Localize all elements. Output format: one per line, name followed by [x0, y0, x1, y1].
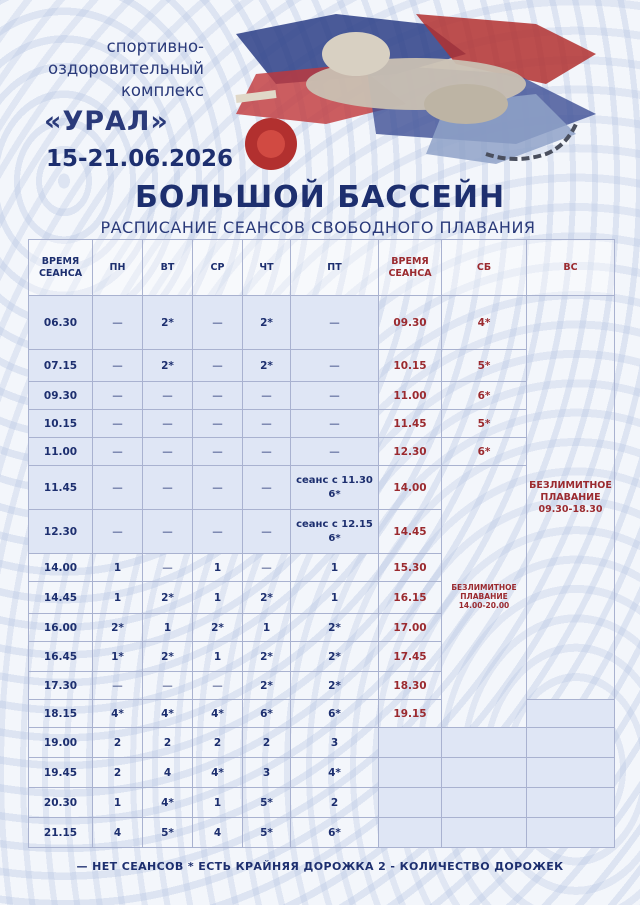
cell-fri: 6*	[291, 818, 379, 848]
time-cell: 14.00	[29, 554, 93, 582]
organization-name	[28, 36, 204, 102]
cell-mon: 1	[93, 582, 143, 614]
cell-fri: 1	[291, 554, 379, 582]
cell-thu: 5*	[243, 788, 291, 818]
table-row	[29, 788, 615, 818]
cell-fri: 2*	[291, 642, 379, 672]
weekend-time-cell: 14.45	[379, 510, 442, 554]
cell-tue: —	[143, 438, 193, 466]
weekend-time-cell: 12.30	[379, 438, 442, 466]
col-header-mon: ПН	[93, 240, 143, 296]
cell-mon: 4*	[93, 700, 143, 728]
weekend-blank-cell	[379, 788, 442, 818]
weekend-time-cell: 17.45	[379, 642, 442, 672]
table-row	[29, 728, 615, 758]
mosaic-artwork-image	[216, 14, 612, 172]
cell-wed: —	[193, 672, 243, 700]
time-cell: 16.45	[29, 642, 93, 672]
table-row	[29, 818, 615, 848]
cell-mon: 1	[93, 788, 143, 818]
cell-thu: —	[243, 438, 291, 466]
cell-wed: 1	[193, 642, 243, 672]
sat-unlimited-cell: БЕЗЛИМИТНОЕ ПЛАВАНИЕ 14.00-20.00	[442, 466, 527, 728]
weekend-blank-cell	[527, 728, 615, 758]
cell-fri: 1	[291, 582, 379, 614]
time-cell: 07.15	[29, 350, 93, 382]
cell-sat: 4*	[442, 296, 527, 350]
org-line-3: комплекс	[120, 81, 204, 100]
brand-name: «УРАЛ»	[44, 106, 169, 137]
cell-mon: —	[93, 410, 143, 438]
cell-wed: —	[193, 296, 243, 350]
cell-fri: —	[291, 438, 379, 466]
weekend-blank-cell	[527, 788, 615, 818]
time-cell: 11.00	[29, 438, 93, 466]
org-line-1: спортивно-	[106, 37, 204, 56]
time-cell: 06.30	[29, 296, 93, 350]
date-range: 15-21.06.2026	[46, 146, 234, 172]
cell-tue: —	[143, 554, 193, 582]
table-row	[29, 700, 615, 728]
weekend-time-cell: 18.30	[379, 672, 442, 700]
cell-tue: —	[143, 510, 193, 554]
weekend-time-cell: 15.30	[379, 554, 442, 582]
cell-fri: —	[291, 350, 379, 382]
cell-thu: 3	[243, 758, 291, 788]
col-header-sun: ВС	[527, 240, 615, 296]
time-cell: 20.30	[29, 788, 93, 818]
cell-tue: 1	[143, 614, 193, 642]
cell-thu: 6*	[243, 700, 291, 728]
cell-wed: —	[193, 510, 243, 554]
cell-wed: —	[193, 382, 243, 410]
cell-fri: —	[291, 382, 379, 410]
cell-fri: 2*	[291, 614, 379, 642]
cell-sat: 6*	[442, 438, 527, 466]
time-cell: 10.15	[29, 410, 93, 438]
cell-thu: 1	[243, 614, 291, 642]
org-line-2: оздоровительный	[48, 59, 204, 78]
cell-wed: 1	[193, 554, 243, 582]
cell-thu: 2*	[243, 672, 291, 700]
time-cell: 18.15	[29, 700, 93, 728]
cell-thu: —	[243, 510, 291, 554]
page-subtitle: РАСПИСАНИЕ СЕАНСОВ СВОБОДНОГО ПЛАВАНИЯ	[100, 218, 536, 237]
cell-mon: 2	[93, 758, 143, 788]
cell-thu: —	[243, 554, 291, 582]
cell-mon: —	[93, 510, 143, 554]
schedule-table	[28, 239, 615, 848]
cell-fri: 2	[291, 788, 379, 818]
col-header-time: ВРЕМЯ СЕАНСА	[29, 240, 93, 296]
cell-thu: 5*	[243, 818, 291, 848]
cell-wed: —	[193, 350, 243, 382]
cell-tue: 2	[143, 728, 193, 758]
time-cell: 12.30	[29, 510, 93, 554]
cell-fri: 3	[291, 728, 379, 758]
cell-thu: 2*	[243, 350, 291, 382]
time-cell: 11.45	[29, 466, 93, 510]
table-row	[29, 296, 615, 350]
page-title: БОЛЬШОЙ БАССЕЙН	[134, 180, 506, 215]
cell-thu: 2*	[243, 296, 291, 350]
cell-fri: 4*	[291, 758, 379, 788]
weekend-time-cell: 09.30	[379, 296, 442, 350]
cell-tue: —	[143, 382, 193, 410]
weekend-time-cell: 16.15	[379, 582, 442, 614]
cell-thu: 2*	[243, 642, 291, 672]
cell-wed: 1	[193, 582, 243, 614]
cell-tue: 2*	[143, 642, 193, 672]
cell-tue: 2*	[143, 296, 193, 350]
cell-sat: 6*	[442, 382, 527, 410]
legend: — НЕТ СЕАНСОВ * ЕСТЬ КРАЙНЯЯ ДОРОЖКА 2 - КОЛИЧЕСТВО ДОРОЖЕК	[76, 860, 564, 873]
cell-wed: 2*	[193, 614, 243, 642]
cell-mon: —	[93, 466, 143, 510]
cell-mon: 1*	[93, 642, 143, 672]
cell-mon: —	[93, 382, 143, 410]
weekend-blank-cell	[379, 758, 442, 788]
weekend-blank-cell	[442, 728, 527, 758]
col-header-wed: СР	[193, 240, 243, 296]
header	[0, 0, 640, 236]
cell-fri: 2*	[291, 672, 379, 700]
cell-sat: 5*	[442, 410, 527, 438]
weekend-time-cell: 14.00	[379, 466, 442, 510]
cell-mon: —	[93, 350, 143, 382]
sun-unlimited-cell: БЕЗЛИМИТНОЕ ПЛАВАНИЕ 09.30-18.30	[527, 296, 615, 700]
weekend-blank-cell	[527, 758, 615, 788]
cell-thu: —	[243, 410, 291, 438]
cell-fri: сеанс с 11.30 6*	[291, 466, 379, 510]
time-cell: 09.30	[29, 382, 93, 410]
cell-mon: —	[93, 296, 143, 350]
cell-tue: 4*	[143, 788, 193, 818]
time-cell: 19.45	[29, 758, 93, 788]
weekend-time-cell: 17.00	[379, 614, 442, 642]
cell-tue: 4	[143, 758, 193, 788]
cell-wed: —	[193, 410, 243, 438]
weekend-blank-cell	[442, 758, 527, 788]
cell-wed: —	[193, 438, 243, 466]
weekend-blank-cell	[379, 728, 442, 758]
cell-mon: —	[93, 672, 143, 700]
weekend-time-cell: 10.15	[379, 350, 442, 382]
weekend-blank-cell	[442, 818, 527, 848]
cell-fri: —	[291, 296, 379, 350]
col-header-fri: ПТ	[291, 240, 379, 296]
cell-mon: 4	[93, 818, 143, 848]
cell-fri: 6*	[291, 700, 379, 728]
weekend-blank-cell	[527, 818, 615, 848]
cell-tue: —	[143, 672, 193, 700]
cell-sat: 5*	[442, 350, 527, 382]
weekend-blank-cell	[442, 788, 527, 818]
cell-tue: 4*	[143, 700, 193, 728]
time-cell: 17.30	[29, 672, 93, 700]
cell-mon: —	[93, 438, 143, 466]
cell-thu: 2*	[243, 582, 291, 614]
col-header-tue: ВТ	[143, 240, 193, 296]
weekend-blank-cell	[379, 818, 442, 848]
cell-mon: 1	[93, 554, 143, 582]
weekend-time-cell: 11.45	[379, 410, 442, 438]
time-cell: 16.00	[29, 614, 93, 642]
cell-tue: 2*	[143, 350, 193, 382]
cell-wed: 1	[193, 788, 243, 818]
cell-tue: —	[143, 466, 193, 510]
cell-tue: —	[143, 410, 193, 438]
cell-wed: 4*	[193, 700, 243, 728]
weekend-time-cell: 11.00	[379, 382, 442, 410]
header-row	[29, 240, 615, 296]
cell-wed: —	[193, 466, 243, 510]
col-header-weekend-time: ВРЕМЯ СЕАНСА	[379, 240, 442, 296]
cell-tue: 5*	[143, 818, 193, 848]
cell-tue: 2*	[143, 582, 193, 614]
cell-thu: —	[243, 466, 291, 510]
cell-thu: 2	[243, 728, 291, 758]
cell-wed: 4*	[193, 758, 243, 788]
time-cell: 21.15	[29, 818, 93, 848]
cell-wed: 4	[193, 818, 243, 848]
time-cell: 19.00	[29, 728, 93, 758]
col-header-sat: СБ	[442, 240, 527, 296]
schedule-body	[29, 296, 615, 848]
sun-blank-cell	[527, 700, 615, 728]
weekend-time-cell: 19.15	[379, 700, 442, 728]
time-cell: 14.45	[29, 582, 93, 614]
cell-thu: —	[243, 382, 291, 410]
col-header-thu: ЧТ	[243, 240, 291, 296]
cell-mon: 2	[93, 728, 143, 758]
cell-mon: 2*	[93, 614, 143, 642]
table-row	[29, 758, 615, 788]
cell-wed: 2	[193, 728, 243, 758]
cell-fri: сеанс с 12.15 6*	[291, 510, 379, 554]
cell-fri: —	[291, 410, 379, 438]
